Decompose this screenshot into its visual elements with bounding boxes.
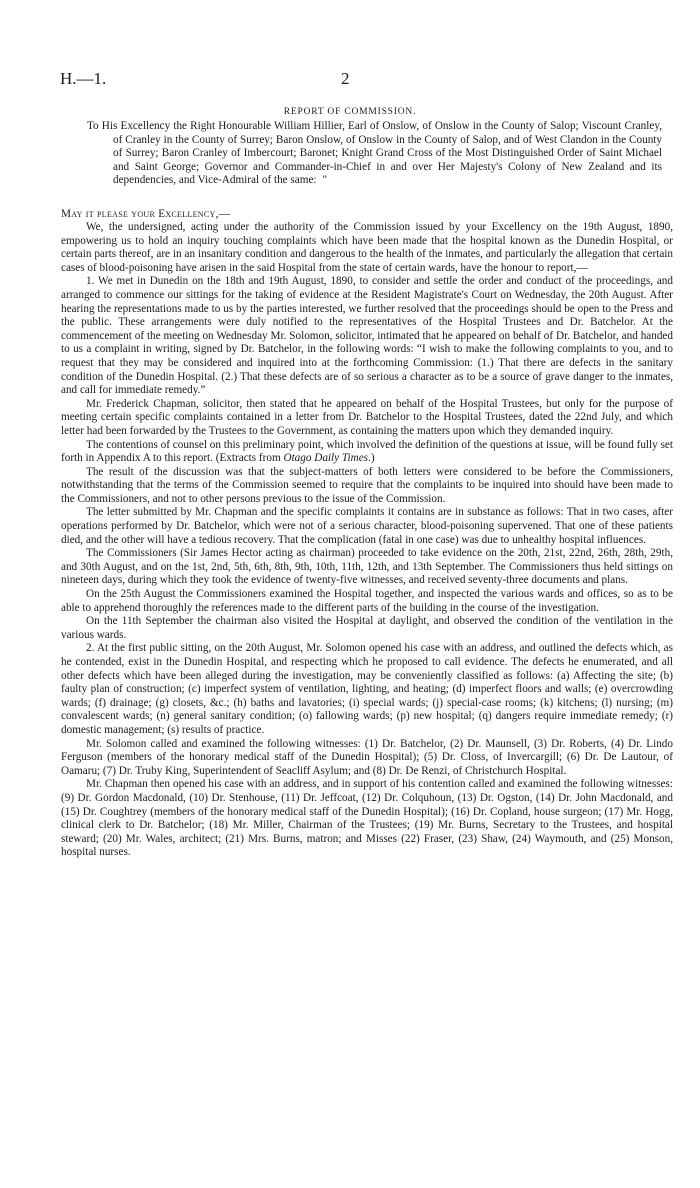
report-title: REPORT OF COMMISSION. xyxy=(283,107,417,117)
paragraph: 1. We met in Dunedin on the 18th and 19th August, 1890, to consider and settle the order and conduct of the proceedings, and arranged to commence our sittings for the taking of evidence at the Resident Magistrate's Court on Wednesday, the 20th August. After hearing the representations made to us by the parties interested, we further resolved that the proceedings should be open to the Press and the public. These arrangements were duly notified to the representatives of the Hospital Trustees and Dr. Batchelor. At the commencement of the meeting on Wednesday Mr. Solomon, solicitor, intimated that he appeared on behalf of Dr. Batchelor, and handed to us a complaint in writing, signed by Dr. Batchelor, in the following words: “I wish to make the following complaints to you, and to request that they may be considered and inquired into at the forthcoming Commission: (1.) That there are defects in the sanitary condition of the Dunedin Hospital. (2.) That these defects are of so serious a character as to be a source of grave danger to the inmates, and call for immediate remedy.” xyxy=(61,275,673,397)
paragraph: The result of the discussion was that the subject-matters of both letters were considered to be before the Commissioners, notwithstanding that the terms of the Commission seemed to require that the complaints to be inquired into should have been made to the Commissioners, and not to other persons previous to the issue of the Commission. xyxy=(61,465,673,505)
paragraph: Mr. Solomon called and examined the following witnesses: (1) Dr. Batchelor, (2) Dr. Maunsell, (3) Dr. Roberts, (4) Dr. Lindo Ferguson (members of the honorary medical staff of the Dunedin Hospital); (5) Dr. Closs, of Invercargill; (6) Dr. De Lautour, of Oamaru; (7) Dr. Truby King, Superintendent of Seacliff Asylum; and (8) Dr. De Renzi, of Christchurch Hospital. xyxy=(61,737,673,777)
paragraph-tail: .) xyxy=(368,452,375,465)
paragraph: Mr. Chapman then opened his case with an address, and in support of his contention called and examined the following witnesses: (9) Dr. Gordon Macdonald, (10) Dr. Stenhouse, (11) Dr. Jeffcoat, (12) Dr. Colquhoun, (13) Dr. Ogston, (14) Dr. John Macdonald, and (15) Dr. Coughtrey (members of the honorary medical staff of the Dunedin Hospital); (16) Dr. Copland, house surgeon; (17) Mr. Hogg, clinical clerk to Dr. Batchelor; (18) Mr. Miller, Chairman of the Trustees; (19) Mr. Burns, Secretary to the Trustees, and hospital steward; (20) Mr. Wales, architect; (21) Mrs. Burns, matron; and Misses (22) Fraser, (23) Shaw, (24) Waymouth, and (25) Monson, hospital nurses. xyxy=(61,778,673,859)
paragraph xyxy=(61,439,673,466)
page-number: 2 xyxy=(341,69,350,88)
paragraph: Mr. Frederick Chapman, solicitor, then stated that he appeared on behalf of the Hospital Trustees, but only for the purpose of meeting certain specific complaints contained in a letter from Dr. Batchelor to the Hospital Trustees, dated the 22nd July, and which letter had been forwarded by the Trustees to the Government, as containing the matters upon which they demanded inquiry. xyxy=(61,397,673,437)
paragraph: 2. At the first public sitting, on the 20th August, Mr. Solomon opened his case with an address, and outlined the defects which, as he contended, exist in the Dunedin Hospital, and respecting which he proposed to call evidence. The defects he enumerated, and all other defects which have been alleged during the investigation, may be conveniently classified as follows: (a) Affecting the site; (b) faulty plan of construction; (c) imperfect system of ventilation, lighting, and heating; (d) imperfect floors and walls; (e) overcrowding wards; (f) drainage; (g) closets, &c.; (h) baths and lavatories; (i) special wards; (j) special-case rooms; (k) kitchens; (l) nursing; (m) convalescent wards; (n) general sanitary condition; (o) fallowing wards; (p) new hospital; (q) dangers require immediate remedy; (r) domestic management; (s) results of practice. xyxy=(61,642,673,736)
newspaper-title: Otago Daily Times xyxy=(283,452,369,465)
paragraph: The letter submitted by Mr. Chapman and the specific complaints it contains are in substance as follows: That in two cases, after operations performed by Dr. Batchelor, which were not of a serious character, blood-poisoning supervened. That one of these patients died, and the other will have a tedious recovery. That the complication (fatal in one case) was due to unhealthy hospital influences. xyxy=(61,506,673,546)
paragraph: The Commissioners (Sir James Hector acting as chairman) proceeded to take evidence on the 20th, 21st, 22nd, 26th, 28th, 29th, and 30th August, and on the 1st, 2nd, 5th, 6th, 8th, 9th, 10th, 11th, 12th, and 13th September. The Commissioners thus held sittings on nineteen days, during which they took the evidence of twenty-five witnesses, and received seventy-three documents and plans. xyxy=(61,547,673,587)
report-body xyxy=(61,221,673,860)
address-text: To His Excellency the Right Honourable William Hillier, Earl of Onslow, of Onslow in the County of Salop; Viscount Cranley, of Cranley in the County of Surrey; Baron Onslow, of Onslow in the County of Salop, and of West Clandon in the County of Surrey; Baron Cranley of Imbercourt; Baronet; Knight Grand Cross of the Most Distinguished Order of Saint Michael and Saint George; Governor and Commander-in-Chief in and over Her Majesty's Colony of New Zealand and its dependencies, and Vice-Admiral of the same: xyxy=(87,120,662,187)
paragraph: On the 25th August the Commissioners examined the Hospital together, and inspected the various wards and offices, so as to be able to apprehend thoroughly the references made to the different parts of the building in the course of the investigation. xyxy=(61,588,673,614)
page-reference: H.—1. xyxy=(60,69,107,88)
salutation: May it please your Excellency,— xyxy=(61,208,231,220)
paragraph-text: The contentions of counsel on this preliminary point, which involved the definition of the questions at issue, will be found fully set forth in Appendix A to this report. (Extracts from xyxy=(61,438,673,465)
address-block xyxy=(87,120,662,188)
address-end-mark: " xyxy=(322,174,328,187)
paragraph: On the 11th September the chairman also visited the Hospital at daylight, and observed the condition of the ventilation in the various wards. xyxy=(61,615,673,641)
paragraph: We, the undersigned, acting under the authority of the Commission issued by your Excellency on the 19th August, 1890, empowering us to hold an inquiry touching complaints which have been made that the hospital known as the Dunedin Hospital, or certain parts thereof, are in an insanitary condition and dangerous to the health of the inmates, and particularly the allegation that certain cases of blood-poisoning have arisen in the said Hospital from the state of certain wards, have the honour to report,— xyxy=(61,221,673,274)
